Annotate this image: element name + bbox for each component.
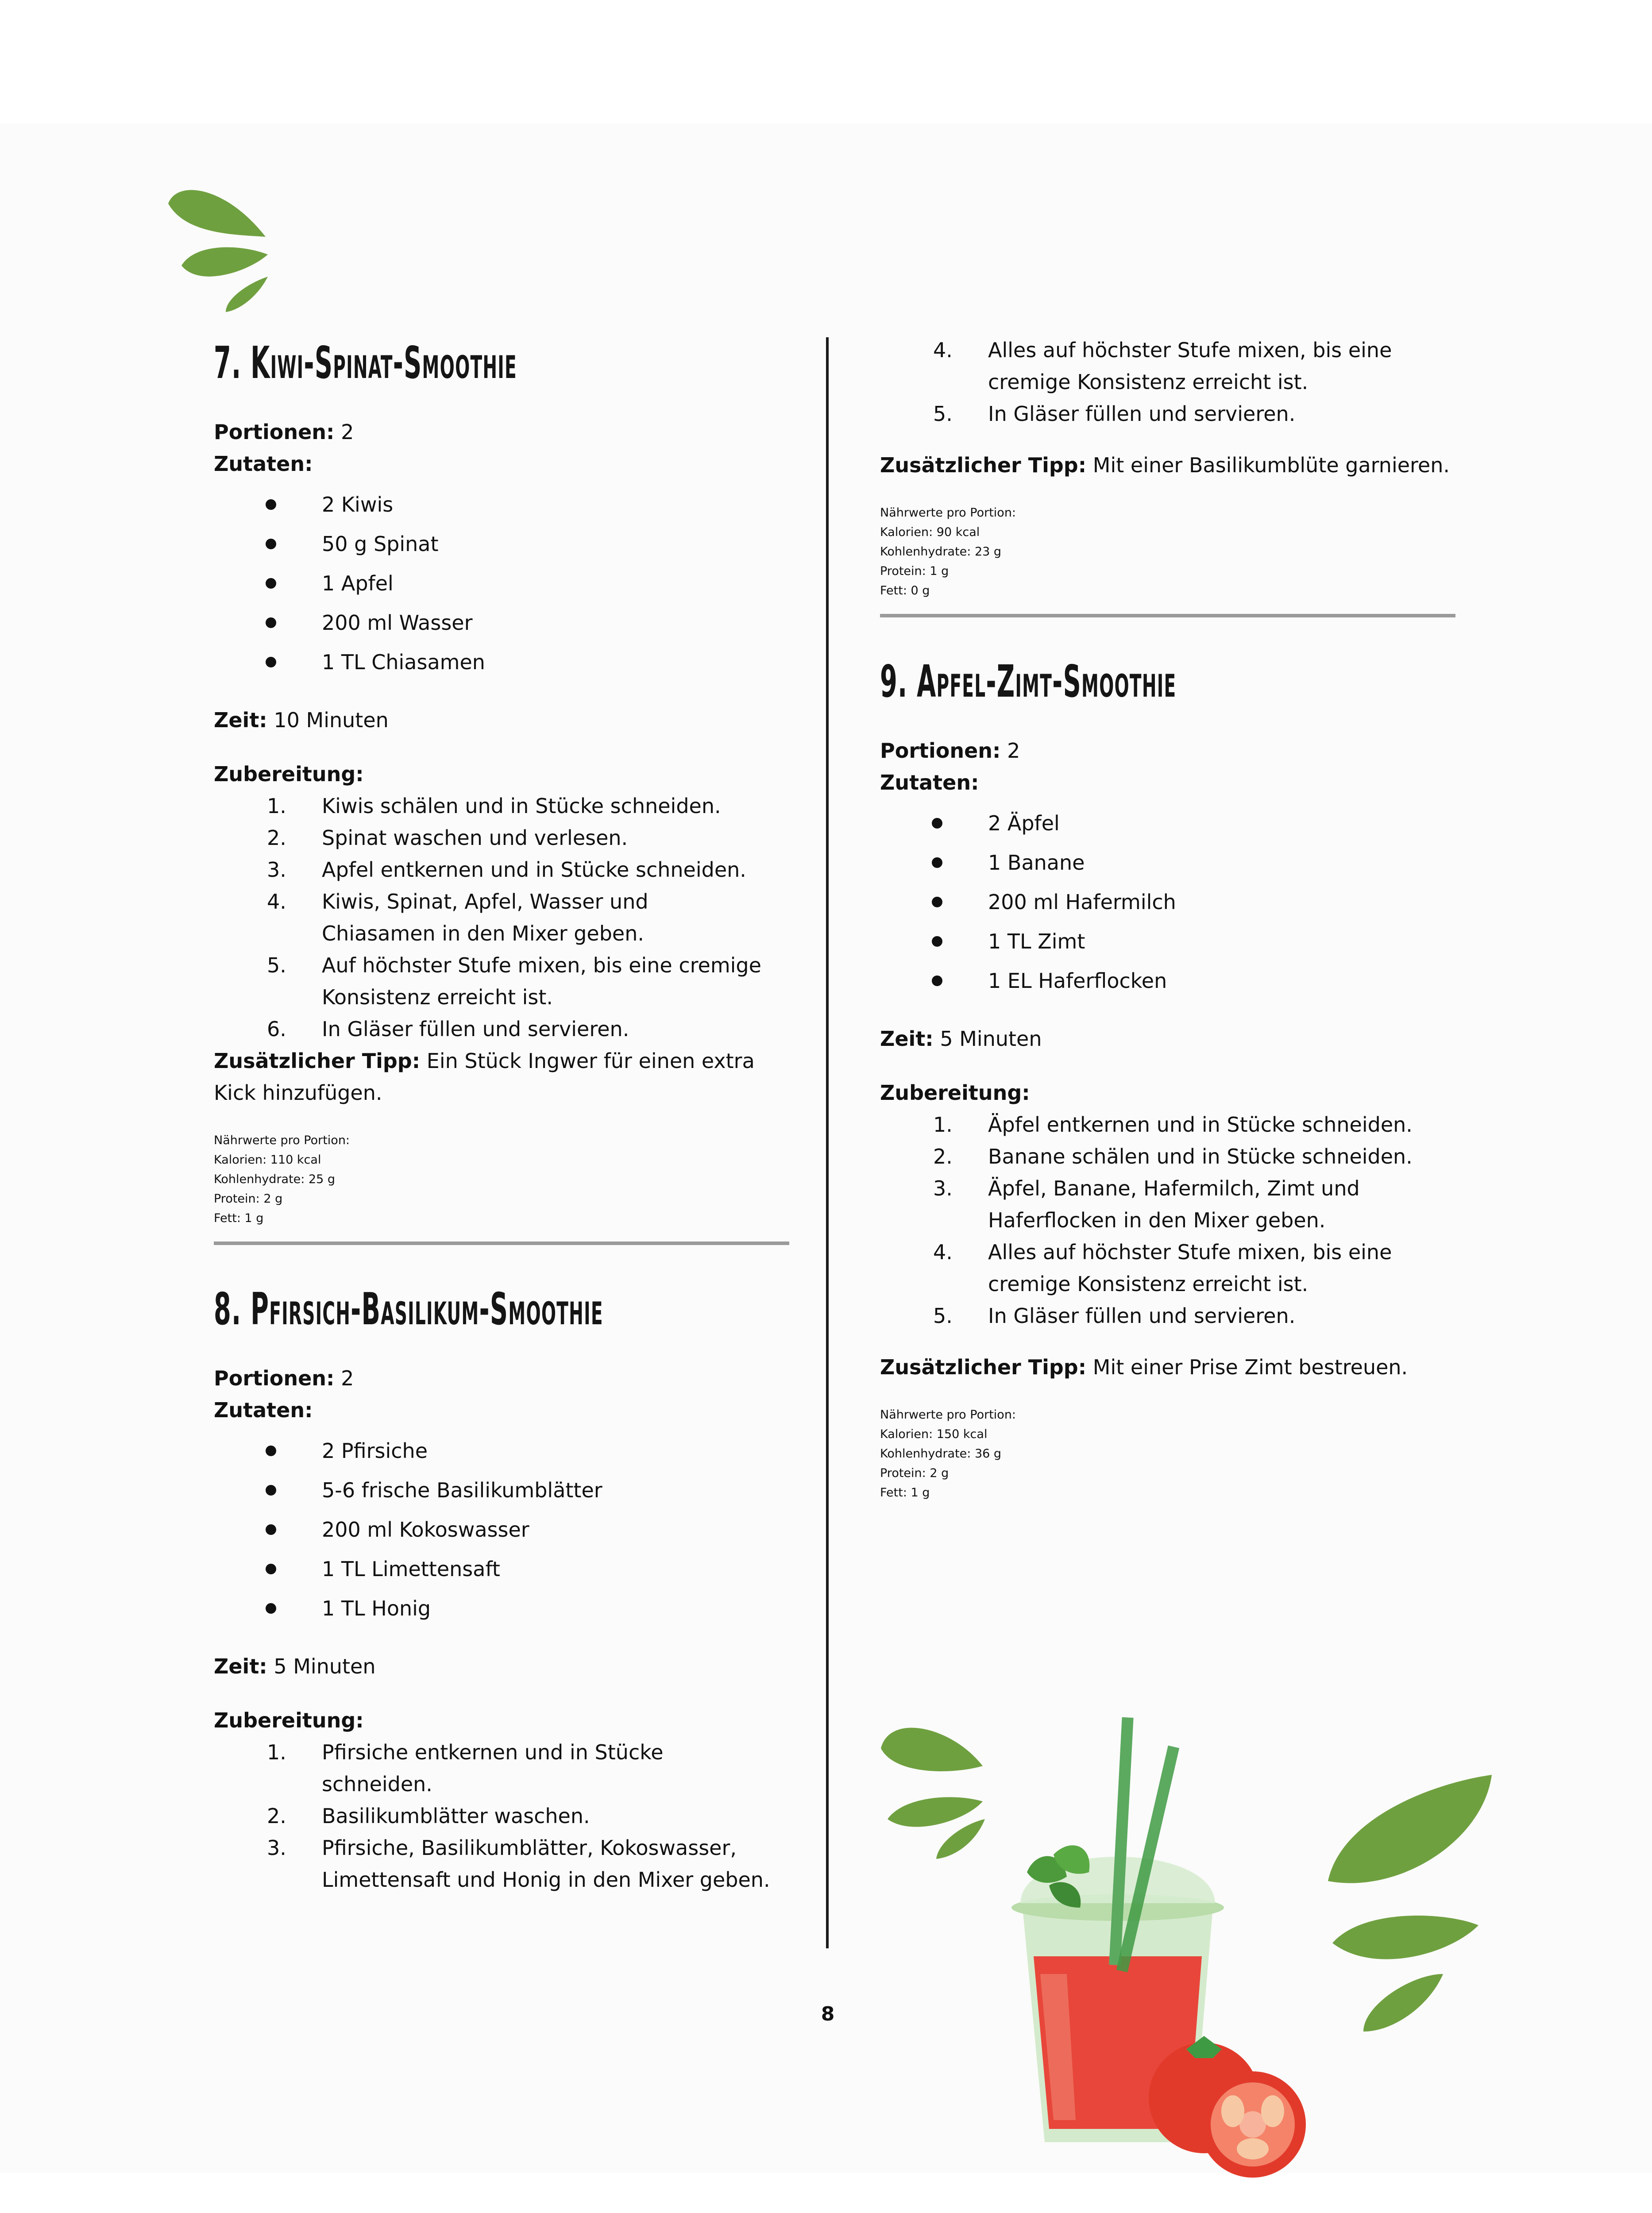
- nutrition-line: Fett: 1 g: [880, 1486, 930, 1500]
- step: 3. Apfel entkernen und in Stücke schneiden.: [267, 858, 746, 882]
- nutrition-block: [880, 503, 1455, 601]
- list-item: 200 ml Hafermilch: [880, 883, 1455, 922]
- step: 2. Banane schälen und in Stücke schneiden.: [933, 1145, 1413, 1168]
- list-item: 1 Banane: [880, 843, 1455, 883]
- step: 4. Alles auf höchster Stufe mixen, bis eine cremige Konsistenz erreicht ist.: [933, 338, 1392, 394]
- step: 1. Kiwis schälen und in Stücke schneiden.: [267, 794, 721, 818]
- step: 5. In Gläser füllen und servieren.: [933, 1304, 1296, 1328]
- nutrition-line: Protein: 2 g: [214, 1192, 283, 1206]
- step-list: [880, 1109, 1455, 1332]
- step: 1. Äpfel entkernen und in Stücke schneiden.: [933, 1113, 1413, 1137]
- preparation-heading: Zubereitung:: [880, 1081, 1030, 1105]
- step: 5. Auf höchster Stufe mixen, bis eine cremige Konsistenz erreicht ist.: [267, 953, 761, 1009]
- step: 5. In Gläser füllen und servieren.: [933, 402, 1296, 426]
- right-column: [880, 334, 1455, 1503]
- nutrition-line: Kalorien: 150 kcal: [880, 1427, 988, 1441]
- ingredients-heading: Zutaten:: [214, 452, 313, 476]
- ingredient-list: [214, 1431, 789, 1628]
- nutrition-line: Kohlenhydrate: 23 g: [880, 545, 1002, 559]
- tip: Zusätzlicher Tipp: Ein Stück Ingwer für einen extra Kick hinzufügen.: [214, 1049, 755, 1105]
- step-list: [214, 1736, 789, 1896]
- tip: Zusätzlicher Tipp: Mit einer Basilikumblüte garnieren.: [880, 453, 1450, 477]
- nutrition-line: Kohlenhydrate: 25 g: [214, 1172, 336, 1186]
- nutrition-line: Protein: 2 g: [880, 1466, 949, 1480]
- time: Zeit: 10 Minuten: [214, 708, 389, 732]
- ingredients-heading: Zutaten:: [214, 1398, 313, 1422]
- nutrition-line: Fett: 0 g: [880, 584, 930, 598]
- nutrition-heading: Nährwerte pro Portion:: [880, 1408, 1016, 1422]
- servings: Portionen: 2: [880, 739, 1020, 763]
- servings: Portionen: 2: [214, 1366, 354, 1390]
- step: 3. Äpfel, Banane, Hafermilch, Zimt und Haferflocken in den Mixer geben.: [933, 1176, 1360, 1232]
- nutrition-heading: Nährwerte pro Portion:: [880, 506, 1016, 520]
- ingredient-list: [214, 485, 789, 682]
- step: 2. Basilikumblätter waschen.: [267, 1804, 590, 1828]
- list-item: 50 g Spinat: [214, 524, 789, 564]
- recipe-title: 7. Kiwi-Spinat-Smoothie: [214, 337, 517, 389]
- step-list: [214, 790, 789, 1045]
- section-divider: [880, 614, 1455, 617]
- nutrition-line: Protein: 1 g: [880, 564, 949, 578]
- list-item: 2 Kiwis: [214, 485, 789, 524]
- list-item: 1 TL Limettensaft: [214, 1550, 789, 1589]
- recipe-7: [214, 334, 789, 1245]
- step: 4. Alles auf höchster Stufe mixen, bis eine cremige Konsistenz erreicht ist.: [933, 1240, 1392, 1296]
- nutrition-line: Fett: 1 g: [214, 1211, 264, 1225]
- ingredients-heading: Zutaten:: [880, 771, 979, 794]
- step: 2. Spinat waschen und verlesen.: [267, 826, 628, 850]
- list-item: 2 Äpfel: [880, 804, 1455, 843]
- preparation-heading: Zubereitung:: [214, 762, 364, 786]
- nutrition-line: Kalorien: 110 kcal: [214, 1153, 321, 1167]
- step: 1. Pfirsiche entkernen und in Stücke schneiden.: [267, 1740, 664, 1796]
- page-number: 8: [821, 2003, 835, 2025]
- servings: Portionen: 2: [214, 420, 354, 444]
- step: 6. In Gläser füllen und servieren.: [267, 1017, 629, 1041]
- list-item: 200 ml Wasser: [214, 603, 789, 643]
- ingredient-list: [880, 804, 1455, 1001]
- time: Zeit: 5 Minuten: [880, 1027, 1042, 1051]
- list-item: 1 EL Haferflocken: [880, 961, 1455, 1001]
- list-item: 5-6 frische Basilikumblätter: [214, 1471, 789, 1510]
- recipe-title: 8. Pfirsich-Basilikum-Smoothie: [214, 1283, 603, 1335]
- smoothie-illustration: [876, 1708, 1505, 2191]
- left-column: [214, 334, 789, 1896]
- nutrition-line: Kohlenhydrate: 36 g: [880, 1447, 1002, 1461]
- section-divider: [214, 1241, 789, 1245]
- list-item: 1 TL Chiasamen: [214, 643, 789, 682]
- list-item: 1 Apfel: [214, 564, 789, 603]
- nutrition-block: [214, 1131, 789, 1228]
- step: 4. Kiwis, Spinat, Apfel, Wasser und Chiasamen in den Mixer geben.: [267, 890, 648, 945]
- time: Zeit: 5 Minuten: [214, 1654, 376, 1678]
- list-item: 200 ml Kokoswasser: [214, 1510, 789, 1550]
- nutrition-block: [880, 1405, 1455, 1503]
- nutrition-line: Kalorien: 90 kcal: [880, 525, 980, 539]
- preparation-heading: Zubereitung:: [214, 1708, 364, 1732]
- step-list: [880, 334, 1455, 430]
- recipe-9: [880, 653, 1455, 1503]
- list-item: 1 TL Honig: [214, 1589, 789, 1628]
- leaf-splash-icon-top-left: [159, 177, 274, 319]
- step: 3. Pfirsiche, Basilikumblätter, Kokoswasser, Limettensaft und Honig in den Mixer geben.: [267, 1836, 770, 1892]
- nutrition-heading: Nährwerte pro Portion:: [214, 1133, 350, 1147]
- list-item: 2 Pfirsiche: [214, 1431, 789, 1471]
- tip: Zusätzlicher Tipp: Mit einer Prise Zimt bestreuen.: [880, 1355, 1408, 1379]
- leaf-splash-icon-bottom-left: [881, 1728, 985, 1859]
- tomato-icon: [1149, 2036, 1306, 2178]
- recipe-8-continued: [880, 334, 1455, 617]
- recipe-title: 9. Apfel-Zimt-Smoothie: [880, 655, 1177, 707]
- column-divider: [826, 337, 829, 1948]
- list-item: 1 TL Zimt: [880, 922, 1455, 961]
- recipe-8: [214, 1280, 789, 1896]
- leaf-splash-icon-bottom-right: [1328, 1775, 1492, 2032]
